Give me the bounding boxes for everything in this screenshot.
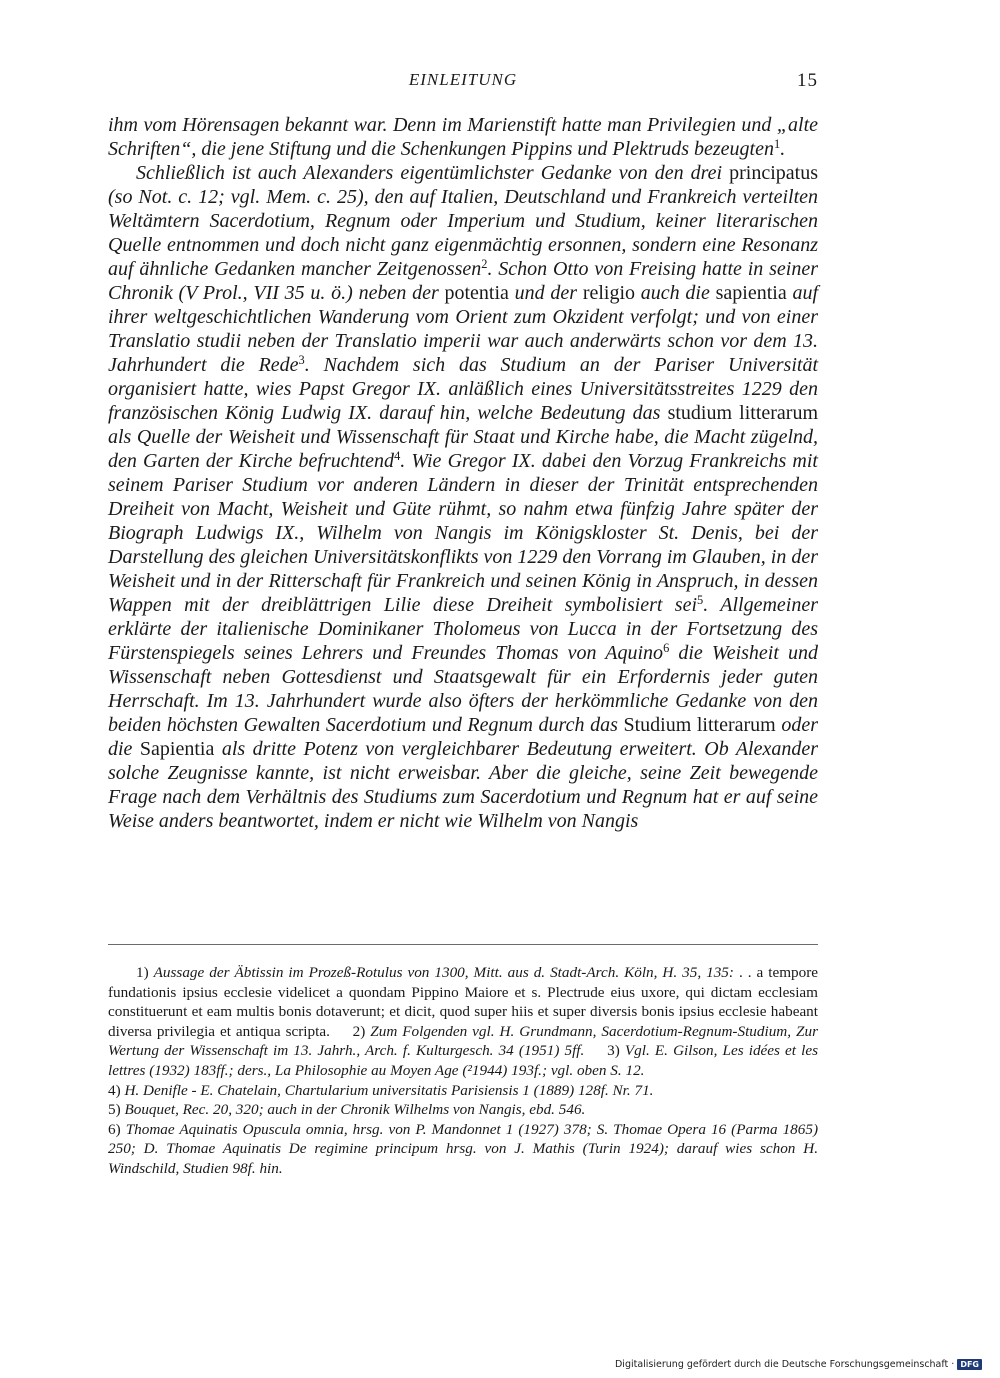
footnote bbox=[108, 963, 818, 1081]
footnote bbox=[108, 1100, 818, 1120]
text-run: auf ihrer weltgeschichtlichen Wanderung vom Orient zum Okzident verfolgt; und von einer Translatio studii neben der Translatio imperii war auch anderwärts schon vor dem 13. Jahrhundert die Rede bbox=[108, 282, 819, 376]
footnote-number: 2) bbox=[352, 1022, 366, 1040]
text-run: und der bbox=[514, 282, 578, 304]
text-run: oder die bbox=[108, 714, 819, 760]
latin-term: Sapientia bbox=[139, 738, 215, 760]
footnote bbox=[108, 1120, 818, 1179]
text-run: . Schon Otto von Freising hatte in seiner Chronik (V Prol., VII 35 u. ö.) neben der bbox=[108, 258, 818, 304]
latin-term: potentia bbox=[444, 282, 509, 304]
footnote-citation: Aussage der Äbtissin im Prozeß-Rotulus von 1300, Mitt. aus d. Stadt-Arch. Köln, H. 35, 135: bbox=[153, 964, 734, 981]
footnote-citation: Thomae Aquinatis Opuscula omnia, hrsg. von P. Mandonnet 1 (1927) 378; S. Thomae Opera 16 (Parma 1865) 250; D. Thomae Aquinatis De regimine principum hrsg. von J. Mathis (Turin 1924); darauf wies schon H. Windschild, Studien 98f. hin. bbox=[108, 1120, 819, 1177]
running-header bbox=[108, 70, 818, 96]
footnote-number: 3) bbox=[607, 1042, 620, 1060]
footnote-citation: Vgl. E. Gilson, Les idées et les lettres (1932) 183ff.; ders., La Philosophie au Moyen Age (²1944) 193f.; vgl. oben S. 12. bbox=[108, 1042, 818, 1079]
footnote bbox=[108, 1081, 818, 1101]
footnote-ref: 4 bbox=[394, 449, 401, 464]
footnote-ref: 1 bbox=[773, 137, 781, 152]
footnote-number: 5) bbox=[108, 1101, 121, 1119]
latin-term: Studium litterarum bbox=[623, 714, 776, 736]
footnote-divider bbox=[108, 944, 818, 945]
latin-term: religio bbox=[582, 282, 636, 304]
text-run: (so Not. c. 12; vgl. Mem. c. 25), den auf Italien, Deutschland und Frankreich verteilten Weltämtern Sacerdotium, Regnum oder Imperium und Studium, keiner literarischen Quelle entnommen und doch nicht ganz eigenmächtig ersonnen, sondern eine Resonanz auf ähnliche Gedanken mancher Zeitgenossen bbox=[108, 186, 818, 280]
text-run: . Wie Gregor IX. dabei den Vorzug Frankreichs mit seinem Pariser Studium vor anderen Ländern in dieser der Trinität entsprechenden Dreiheit von Macht, Weisheit und Güte rühmt, so nahm etwa fünfzig Jahre später der Biograph Ludwigs IX., Wilhelm von Nangis im Königskloster St. Denis, bei der Darstellung des gleichen Universitätskonflikts von 1229 den Vorrang im Glauben, in der Weisheit und in der Ritterschaft für Frankreich und seinen König in Anspruch, in dessen Wappen mit der dreiblättrigen Lilie diese Dreiheit symbolisiert sei bbox=[108, 450, 818, 616]
paragraph bbox=[108, 161, 818, 833]
footnote-citation: Bouquet, Rec. 20, 320; auch in der Chronik Wilhelms von Nangis, ebd. 546. bbox=[124, 1101, 586, 1119]
latin-term: sapientia bbox=[715, 282, 787, 304]
text-run: als dritte Potenz von vergleichbarer Bedeutung erweitert. Ob Alexander solche Zeugnisse kannte, ist nicht erweisbar. Aber die gleiche, seine Zeit bewegende Frage nach dem Verhältnis des Studiums zum Sacerdotium und Regnum hat er auf seine Weise anders beantwortet, indem er nicht wie Wilhelm von Nangis bbox=[108, 738, 819, 832]
text-run: . bbox=[780, 138, 786, 160]
paragraph bbox=[108, 113, 818, 161]
main-text bbox=[108, 113, 818, 833]
footnote-quote: . . a tempore fundationis ipsius ecclesie videlicet a quondam Pippino Maiore et s. Plectrude eius uxore, qui dictam ecclesiam constituerunt et eam multis bonis dotaverunt; et dicit, quod super hiis et super diversis bonis ipsius ecclesie habeant diversa privilegia et antiqua scripta. bbox=[108, 964, 818, 1040]
text-run: die Weisheit und Wissenschaft neben Gottesdienst und Staatsgewalt für ein Erfordernis jeder guten Herrschaft. Im 13. Jahrhundert wurde also öfters der herkömmliche Gedanke von den beiden höchsten Gewalten Sacerdotium und Regnum durch das bbox=[108, 642, 818, 736]
footnote-number: 6) bbox=[108, 1120, 121, 1138]
footnote-citation: Zum Folgenden vgl. H. Grundmann, Sacerdotium-Regnum-Studium, Zur Wertung der Wissenschaft im 13. Jahrh., Arch. f. Kulturgesch. 34 (1951) 5ff. bbox=[108, 1022, 818, 1060]
text-run: als Quelle der Weisheit und Wissenschaft für Staat und Kirche habe, die Macht zügelnd, den Garten der Kirche befruchtend bbox=[108, 426, 818, 472]
page-number: 15 bbox=[797, 70, 818, 91]
footnote-ref: 2 bbox=[481, 257, 488, 272]
footnotes bbox=[108, 963, 818, 1179]
text-run: ihm vom Hörensagen bekannt war. Denn im Marienstift hatte man Privilegien und „alte Schriften“, die jene Stiftung und die Schenkungen Pippins und Plektruds bezeugten bbox=[108, 114, 818, 160]
footnote-citation: H. Denifle - E. Chatelain, Chartularium universitatis Parisiensis 1 (1889) 128f. Nr. 71. bbox=[124, 1081, 654, 1099]
footnote-number: 4) bbox=[108, 1081, 121, 1099]
text-run: Schließlich ist auch Alexanders eigentümlichster Gedanke von den drei bbox=[136, 162, 723, 184]
text-run: . Nachdem sich das Studium an der Pariser Universität organisiert hatte, wies Papst Gregor IX. anläßlich eines Universitätsstreites 1229 den französischen König Ludwig IX. darauf hin, welche Bedeutung das bbox=[108, 354, 818, 424]
running-title: EINLEITUNG bbox=[408, 70, 518, 89]
footnote-ref: 3 bbox=[298, 353, 305, 368]
text-run: auch die bbox=[640, 282, 710, 304]
credit-text: Digitalisierung gefördert durch die Deutsche Forschungsgemeinschaft · bbox=[614, 1359, 955, 1370]
footnote-ref: 6 bbox=[663, 641, 670, 656]
latin-term: studium litterarum bbox=[667, 402, 819, 424]
footnote-number: 1) bbox=[136, 964, 149, 981]
text-run: . Allgemeiner erklärte der italienische Dominikaner Tholomeus von Lucca in der Fortsetzung des Fürstenspiegels seines Lehrers und Freundes Thomas von Aquino bbox=[108, 594, 818, 664]
dfg-logo: DFG bbox=[957, 1359, 982, 1370]
digitization-credit bbox=[615, 1359, 982, 1370]
footnote-ref: 5 bbox=[697, 593, 704, 608]
latin-term: principatus bbox=[729, 162, 818, 184]
